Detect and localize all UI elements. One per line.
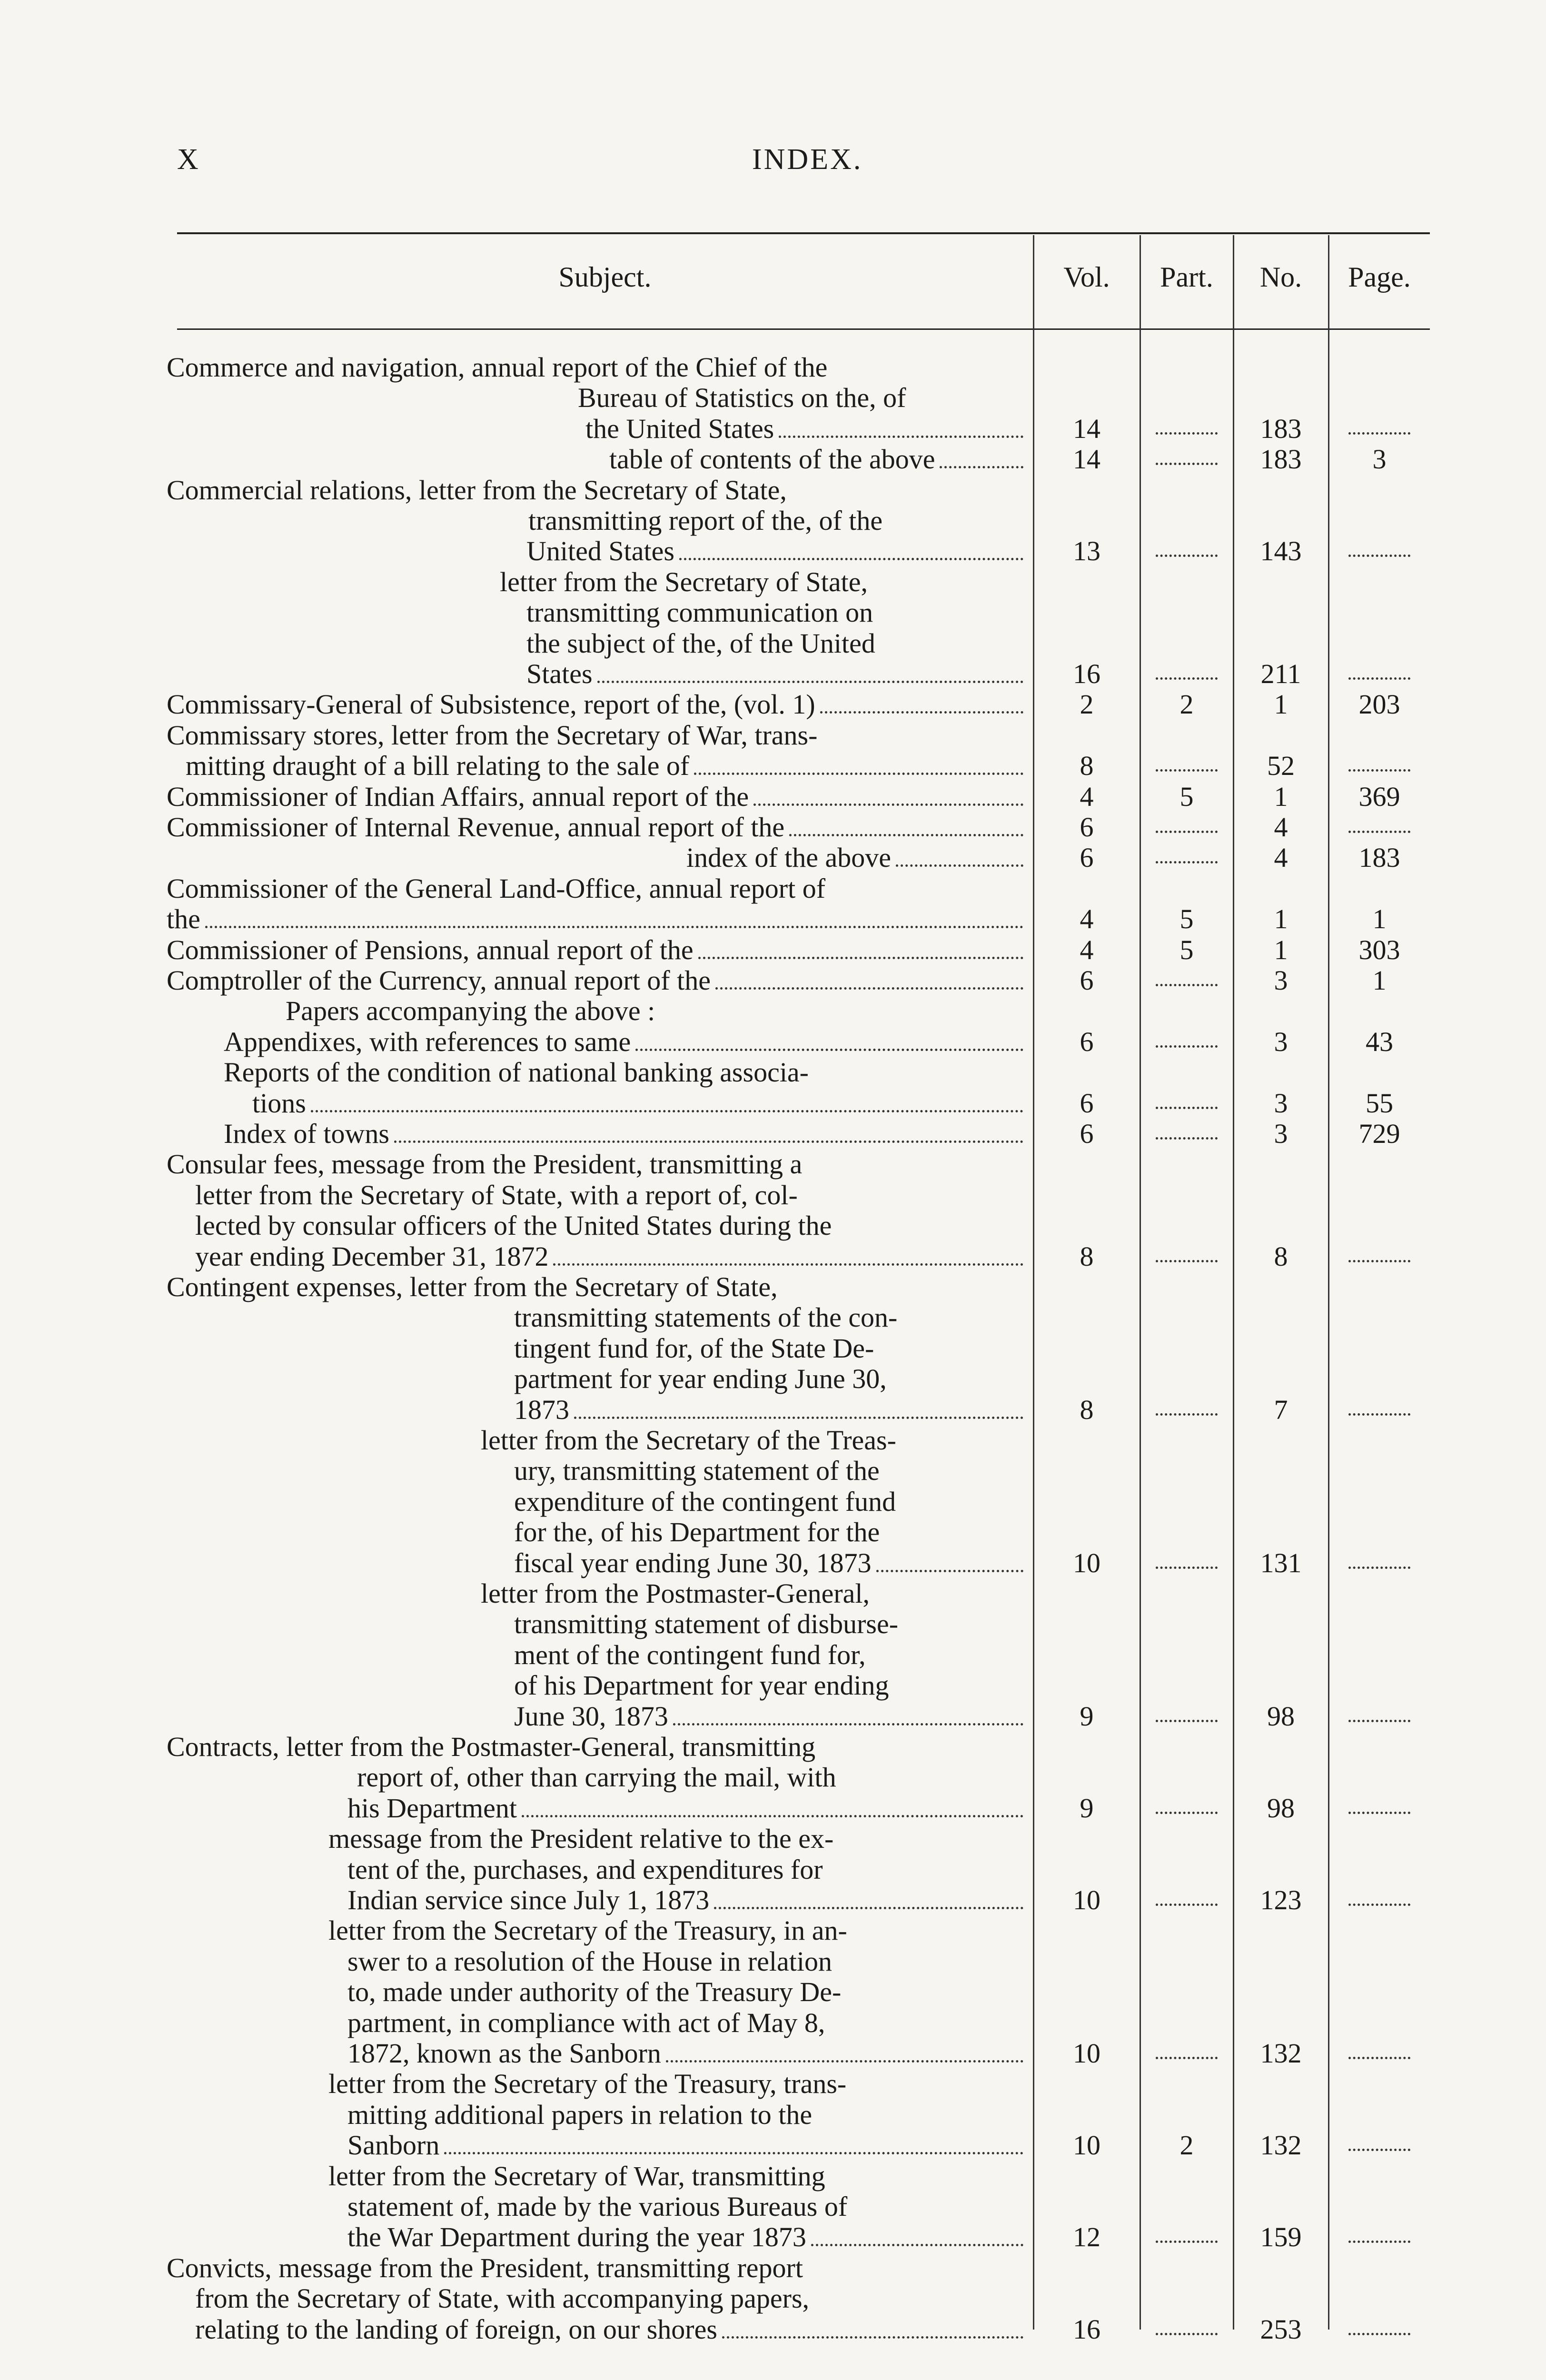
index-line: [0, 1517, 1546, 1547]
entry-subject: Sanborn: [347, 2130, 440, 2161]
entry-part: [1140, 1885, 1233, 1915]
entry-part: 5: [1179, 903, 1194, 934]
entry-no: 1: [1274, 689, 1288, 720]
entry-subject: tingent fund for, of the State De-: [514, 1333, 874, 1364]
entry-part: 5: [1179, 781, 1194, 812]
dot-leader: [715, 965, 1023, 990]
entry-part: [1140, 843, 1233, 873]
index-line: [0, 2222, 1546, 2252]
entry-vol: 4: [1080, 903, 1094, 934]
entry-vol: 10: [1073, 1547, 1100, 1578]
index-line: [0, 659, 1546, 689]
entry-vol: 6: [1080, 812, 1094, 843]
index-line: [0, 414, 1546, 444]
index-line: [0, 2253, 1546, 2283]
entry-subject: of his Department for year ending: [514, 1670, 889, 1701]
index-line: [0, 2038, 1546, 2069]
entry-subject: the War Department during the year 1873: [347, 2221, 806, 2252]
entry-subject: Convicts, message from the President, transmitting report: [167, 2252, 803, 2283]
blank-leader: [1348, 769, 1410, 772]
entry-subject: from the Secretary of State, with accompanying papers,: [195, 2283, 810, 2314]
entry-vol: 8: [1080, 750, 1094, 781]
entry-part: [1140, 1701, 1233, 1732]
dot-leader: [666, 2038, 1023, 2063]
index-line: [0, 2192, 1546, 2222]
entry-no: 98: [1267, 1793, 1295, 1824]
entry-vol: 6: [1080, 965, 1094, 996]
blank-leader: [1348, 432, 1410, 435]
entry-subject: Commissioner of Internal Revenue, annual report of the: [167, 812, 785, 843]
dot-leader: [311, 1088, 1023, 1112]
index-line: [0, 597, 1546, 628]
blank-leader: [1348, 2333, 1410, 2335]
index-line: [0, 2130, 1546, 2161]
index-line: [0, 2069, 1546, 2099]
entry-page: 43: [1366, 1026, 1393, 1057]
entry-subject: letter from the Secretary of War, transmitting: [328, 2161, 825, 2192]
entry-page: [1329, 1241, 1430, 1272]
dot-leader: [714, 1885, 1023, 1909]
entry-subject: Papers accompanying the above :: [286, 995, 655, 1026]
entry-no: 1: [1274, 934, 1288, 965]
index-line: [0, 720, 1546, 751]
index-line: [0, 1456, 1546, 1486]
dot-leader: [779, 414, 1023, 438]
dot-leader: [553, 1241, 1023, 1266]
entry-subject: fiscal year ending June 30, 1873: [514, 1547, 872, 1578]
entry-vol: 10: [1073, 2038, 1100, 2069]
entry-part: [1140, 1241, 1233, 1272]
entry-part: 2: [1179, 689, 1194, 720]
entry-subject: Appendixes, with references to same: [224, 1026, 631, 1057]
entry-subject: report of, other than carrying the mail, with: [357, 1762, 836, 1793]
entry-no: 7: [1274, 1394, 1288, 1425]
index-line: [0, 965, 1546, 996]
entry-no: 3: [1274, 1026, 1288, 1057]
index-line: [0, 935, 1546, 965]
entry-part: [1140, 2038, 1233, 2069]
entry-part: 2: [1179, 2130, 1194, 2161]
dot-leader: [896, 843, 1023, 867]
blank-leader: [1348, 2149, 1410, 2151]
dot-leader: [753, 782, 1023, 806]
index-line: [0, 1946, 1546, 1977]
index-line: [0, 1854, 1546, 1885]
index-line: [0, 506, 1546, 536]
entry-no: 3: [1274, 1118, 1288, 1149]
entry-vol: 6: [1080, 1026, 1094, 1057]
entry-subject: message from the President relative to the ex-: [328, 1823, 834, 1854]
blank-leader: [1156, 2057, 1218, 2059]
index-line: [0, 352, 1546, 383]
entry-no: 132: [1260, 2038, 1302, 2069]
blank-leader: [1348, 555, 1410, 557]
entry-page: [1329, 1701, 1430, 1732]
blank-leader: [1156, 1107, 1218, 1109]
blank-leader: [1156, 769, 1218, 772]
index-line: [0, 1333, 1546, 1364]
entry-page: [1329, 2130, 1430, 2161]
dot-leader: [940, 444, 1023, 468]
entry-subject: transmitting statements of the con-: [514, 1302, 898, 1333]
entry-vol: 10: [1073, 2130, 1100, 2161]
entry-part: [1140, 1548, 1233, 1578]
entry-page: 729: [1358, 1118, 1400, 1149]
entry-subject: Index of towns: [224, 1118, 389, 1149]
entry-subject: statement of, made by the various Bureaus of: [347, 2191, 848, 2222]
entry-part: [1140, 1793, 1233, 1824]
entry-subject: letter from the Secretary of the Treasury, in an-: [328, 1915, 847, 1946]
entry-part: [1140, 1395, 1233, 1425]
blank-leader: [1348, 2241, 1410, 2243]
entry-vol: 8: [1080, 1394, 1094, 1425]
blank-leader: [1348, 831, 1410, 833]
blank-leader: [1156, 1045, 1218, 1048]
index-line: [0, 1210, 1546, 1241]
entry-subject: tent of the, purchases, and expenditures for: [347, 1854, 823, 1885]
entry-part: [1140, 965, 1233, 996]
index-line: [0, 1793, 1546, 1824]
entry-page: [1329, 536, 1430, 566]
dot-leader: [722, 2314, 1023, 2339]
entry-no: 4: [1274, 812, 1288, 843]
blank-leader: [1156, 463, 1218, 465]
blank-leader: [1156, 1904, 1218, 1906]
entry-page: [1329, 1395, 1430, 1425]
entry-no: 3: [1274, 1088, 1288, 1119]
entry-page: [1329, 812, 1430, 843]
dot-leader: [673, 1701, 1023, 1726]
entry-no: 52: [1267, 750, 1295, 781]
entry-subject: partment for year ending June 30,: [514, 1363, 887, 1394]
entry-vol: 12: [1073, 2221, 1100, 2252]
entry-subject: June 30, 1873: [514, 1701, 668, 1732]
column-header-page: Page.: [1348, 261, 1411, 293]
entry-subject: relating to the landing of foreign, on our shores: [195, 2314, 717, 2345]
blank-leader: [1156, 1812, 1218, 1814]
entry-part: [1140, 1088, 1233, 1119]
entry-page: 1: [1372, 903, 1387, 934]
entry-vol: 16: [1073, 2314, 1100, 2345]
index-line: [0, 2100, 1546, 2130]
blank-leader: [1156, 555, 1218, 557]
entry-part: [1140, 1119, 1233, 1149]
dot-leader: [444, 2130, 1023, 2154]
index-line: [0, 1119, 1546, 1149]
header-rule: [177, 328, 1430, 330]
index-line: [0, 812, 1546, 843]
entry-subject: lected by consular officers of the United States during the: [195, 1210, 832, 1241]
entry-no: 143: [1260, 536, 1302, 566]
entry-subject: Contracts, letter from the Postmaster-General, transmitting: [167, 1731, 816, 1762]
dot-leader: [820, 689, 1023, 714]
running-title: INDEX.: [752, 143, 863, 176]
entry-vol: 4: [1080, 781, 1094, 812]
entry-subject: Bureau of Statistics on the, of: [578, 382, 906, 413]
dot-leader: [205, 904, 1023, 928]
index-line: [0, 1885, 1546, 1915]
entry-page: [1329, 751, 1430, 781]
dot-leader: [574, 1395, 1023, 1419]
entry-subject: expenditure of the contingent fund: [514, 1486, 896, 1517]
entry-subject: to, made under authority of the Treasury De-: [347, 1976, 842, 2007]
entry-subject: Reports of the condition of national banking associa-: [224, 1057, 809, 1088]
index-line: [0, 1609, 1546, 1639]
entry-part: [1140, 444, 1233, 475]
entry-page: 3: [1372, 444, 1387, 475]
entry-vol: 2: [1080, 689, 1094, 720]
index-line: [0, 1272, 1546, 1302]
index-line: [0, 383, 1546, 413]
blank-leader: [1348, 1812, 1410, 1814]
entry-vol: 16: [1073, 658, 1100, 689]
index-line: [0, 1824, 1546, 1854]
entry-subject: table of contents of the above: [609, 444, 935, 475]
entry-subject: year ending December 31, 1872: [195, 1241, 549, 1272]
blank-leader: [1156, 2333, 1218, 2335]
entry-page: [1329, 659, 1430, 689]
index-line: [0, 689, 1546, 720]
entry-subject: transmitting communication on: [526, 597, 873, 628]
entry-subject: 1873: [514, 1394, 569, 1425]
entry-part: [1140, 414, 1233, 444]
blank-leader: [1156, 1260, 1218, 1262]
entry-subject: 1872, known as the Sanborn: [347, 2038, 661, 2069]
entry-subject: Commissioner of the General Land-Office, annual report of: [167, 873, 826, 904]
blank-leader: [1156, 1413, 1218, 1416]
entry-subject: for the, of his Department for the: [514, 1517, 880, 1547]
blank-leader: [1156, 1137, 1218, 1140]
blank-leader: [1156, 677, 1218, 680]
entry-subject: transmitting report of the, of the: [528, 505, 883, 536]
entry-no: 1: [1274, 781, 1288, 812]
index-line: [0, 2008, 1546, 2038]
entry-no: 1: [1274, 903, 1288, 934]
blank-leader: [1156, 2241, 1218, 2243]
entry-subject: States: [526, 658, 593, 689]
top-rule: [177, 232, 1430, 234]
index-line: [0, 1578, 1546, 1609]
entry-no: 131: [1260, 1547, 1302, 1578]
dot-leader: [789, 812, 1023, 836]
entry-part: [1140, 812, 1233, 843]
entry-subject: index of the above: [686, 842, 892, 873]
blank-leader: [1348, 1567, 1410, 1569]
entry-subject: mitting draught of a bill relating to the sale of: [186, 750, 690, 781]
entry-vol: 6: [1080, 1088, 1094, 1119]
entry-no: 159: [1260, 2221, 1302, 2252]
entry-part: [1140, 2222, 1233, 2252]
index-line: [0, 2161, 1546, 2192]
blank-leader: [1156, 432, 1218, 435]
index-line: [0, 475, 1546, 506]
page-number: X: [177, 143, 199, 176]
entry-vol: 13: [1073, 536, 1100, 566]
entry-subject: United States: [526, 536, 674, 566]
index-line: [0, 904, 1546, 934]
entry-subject: Commissary-General of Subsistence, report of the, (vol. 1): [167, 689, 815, 720]
index-line: [0, 1180, 1546, 1210]
index-line: [0, 628, 1546, 659]
index-line: [0, 751, 1546, 781]
blank-leader: [1156, 831, 1218, 833]
entry-no: 123: [1260, 1884, 1302, 1915]
dot-leader: [597, 659, 1023, 683]
index-line: [0, 1395, 1546, 1425]
entry-subject: letter from the Secretary of the Treasury, trans-: [328, 2068, 847, 2099]
entry-subject: letter from the Postmaster-General,: [481, 1578, 870, 1609]
entry-vol: 14: [1073, 413, 1100, 444]
entry-part: [1140, 659, 1233, 689]
index-line: [0, 1915, 1546, 1946]
entry-vol: 4: [1080, 934, 1094, 965]
entry-subject: transmitting statement of disburse-: [514, 1608, 899, 1639]
entry-page: [1329, 2222, 1430, 2252]
index-line: [0, 782, 1546, 812]
dot-leader: [679, 536, 1023, 560]
entry-page: [1329, 414, 1430, 444]
entry-subject: Contingent expenses, letter from the Secretary of State,: [167, 1271, 778, 1302]
entry-no: 8: [1274, 1241, 1288, 1272]
entry-subject: the United States: [585, 413, 774, 444]
blank-leader: [1348, 1904, 1410, 1906]
entry-subject: letter from the Secretary of State,: [500, 566, 868, 597]
entry-part: [1140, 1027, 1233, 1057]
entry-no: 4: [1274, 842, 1288, 873]
entry-page: 1: [1372, 965, 1387, 996]
index-line: [0, 444, 1546, 475]
index-line: [0, 843, 1546, 873]
dot-leader: [698, 935, 1023, 959]
entry-subject: his Department: [347, 1793, 517, 1824]
blank-leader: [1156, 1720, 1218, 1722]
entry-no: 3: [1274, 965, 1288, 996]
index-line: [0, 1548, 1546, 1578]
entry-vol: 14: [1073, 444, 1100, 475]
blank-leader: [1156, 984, 1218, 986]
entry-subject: letter from the Secretary of the Treas-: [481, 1425, 896, 1456]
entry-vol: 8: [1080, 1241, 1094, 1272]
entry-page: 303: [1358, 934, 1400, 965]
blank-leader: [1348, 2057, 1410, 2059]
entry-subject: Commerce and navigation, annual report of the Chief of the: [167, 352, 828, 383]
blank-leader: [1348, 677, 1410, 680]
entry-subject: Comptroller of the Currency, annual report of the: [167, 965, 711, 996]
index-line: [0, 996, 1546, 1026]
index-line: [0, 1701, 1546, 1732]
entry-page: 55: [1366, 1088, 1393, 1119]
blank-leader: [1156, 1567, 1218, 1569]
index-line: [0, 567, 1546, 597]
index-line: [0, 1732, 1546, 1762]
index-line: [0, 1670, 1546, 1701]
entry-subject: Commissioner of Pensions, annual report of the: [167, 934, 694, 965]
entry-page: [1329, 1793, 1430, 1824]
entry-vol: 9: [1080, 1701, 1094, 1732]
entry-subject: swer to a resolution of the House in relation: [347, 1946, 832, 1977]
entry-page: 183: [1358, 842, 1400, 873]
entry-vol: 9: [1080, 1793, 1094, 1824]
index-line: [0, 536, 1546, 566]
column-header-subject: Subject.: [558, 261, 652, 293]
entry-subject: Commissary stores, letter from the Secretary of War, trans-: [167, 720, 818, 751]
index-line: [0, 2314, 1546, 2345]
entry-subject: Commissioner of Indian Affairs, annual report of the: [167, 781, 749, 812]
dot-leader: [694, 751, 1023, 775]
dot-leader: [876, 1548, 1023, 1572]
entry-subject: ment of the contingent fund for,: [514, 1639, 866, 1670]
blank-leader: [1348, 1720, 1410, 1722]
blank-leader: [1348, 1260, 1410, 1262]
entry-part: 5: [1179, 934, 1194, 965]
entry-subject: ury, transmitting statement of the: [514, 1455, 880, 1486]
entry-subject: tions: [252, 1088, 306, 1119]
entry-part: [1140, 536, 1233, 566]
entry-subject: the subject of the, of the United: [526, 628, 875, 659]
entry-no: 211: [1260, 658, 1301, 689]
index-line: [0, 1977, 1546, 2007]
entry-vol: 6: [1080, 1118, 1094, 1149]
entry-subject: the: [167, 903, 200, 934]
entry-vol: 6: [1080, 842, 1094, 873]
index-line: [0, 873, 1546, 904]
index-line: [0, 1425, 1546, 1456]
index-line: [0, 1057, 1546, 1088]
entry-page: [1329, 1548, 1430, 1578]
entry-subject: partment, in compliance with act of May 8,: [347, 2007, 825, 2038]
entry-page: 203: [1358, 689, 1400, 720]
entry-no: 98: [1267, 1701, 1295, 1732]
column-header-part: Part.: [1160, 261, 1213, 293]
index-line: [0, 2283, 1546, 2314]
index-line: [0, 1762, 1546, 1793]
index-line: [0, 1302, 1546, 1333]
index-line: [0, 1027, 1546, 1057]
index-line: [0, 1241, 1546, 1272]
index-line: [0, 1487, 1546, 1517]
blank-leader: [1156, 861, 1218, 863]
column-header-vol: Vol.: [1063, 261, 1110, 293]
entry-vol: 10: [1073, 1884, 1100, 1915]
entry-no: 183: [1260, 444, 1302, 475]
entry-page: [1329, 2314, 1430, 2345]
index-line: [0, 1149, 1546, 1180]
entry-no: 132: [1260, 2130, 1302, 2161]
entry-page: [1329, 2038, 1430, 2069]
entry-part: [1140, 751, 1233, 781]
entry-no: 183: [1260, 413, 1302, 444]
entry-no: 253: [1260, 2314, 1302, 2345]
entry-subject: mitting additional papers in relation to the: [347, 2099, 813, 2130]
index-line: [0, 1364, 1546, 1394]
index-line: [0, 1088, 1546, 1119]
index-line: [0, 1640, 1546, 1670]
dot-leader: [811, 2222, 1023, 2246]
entry-subject: Indian service since July 1, 1873: [347, 1884, 710, 1915]
column-header-no: No.: [1259, 261, 1302, 293]
entry-page: 369: [1358, 781, 1400, 812]
entry-page: [1329, 1885, 1430, 1915]
dot-leader: [522, 1793, 1023, 1817]
entry-subject: letter from the Secretary of State, with a report of, col-: [195, 1180, 798, 1210]
dot-leader: [394, 1119, 1023, 1143]
entry-subject: Commercial relations, letter from the Secretary of State,: [167, 475, 787, 506]
dot-leader: [635, 1027, 1023, 1051]
blank-leader: [1348, 1413, 1410, 1416]
entry-part: [1140, 2314, 1233, 2345]
entry-subject: Consular fees, message from the President, transmitting a: [167, 1149, 803, 1180]
